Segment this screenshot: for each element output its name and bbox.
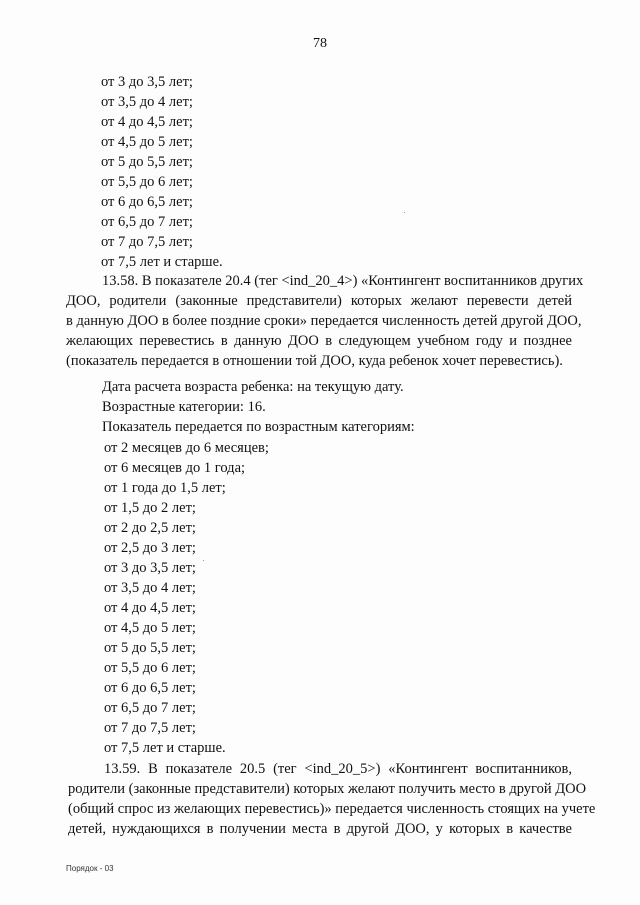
by-categories-line: Показатель передается по возрастным категориям: <box>102 419 415 435</box>
paragraph-line: 13.59. В показателе 20.5 (тег <ind_20_5>) «Контингент воспитанников, <box>104 761 572 777</box>
list-item: от 5 до 5,5 лет; <box>101 154 193 170</box>
list-item: от 1,5 до 2 лет; <box>104 500 196 516</box>
calc-date-line: Дата расчета возраста ребенка: на текущую дату. <box>102 379 404 395</box>
list-item: от 5,5 до 6 лет; <box>104 660 196 676</box>
list-item: от 7 до 7,5 лет; <box>101 234 193 250</box>
list-item: от 3,5 до 4 лет; <box>104 580 196 596</box>
list-item: от 4 до 4,5 лет; <box>104 600 196 616</box>
list-item: от 6 до 6,5 лет; <box>101 194 193 210</box>
list-item: от 6 месяцев до 1 года; <box>104 460 246 476</box>
list-item: от 7,5 лет и старше. <box>104 740 226 756</box>
list-item: от 4 до 4,5 лет; <box>101 114 193 130</box>
paragraph-line: в данную ДОО в более поздние сроки» передается численность детей другой ДОО, <box>66 313 582 329</box>
list-item: от 4,5 до 5 лет; <box>104 620 196 636</box>
list-item: от 5 до 5,5 лет; <box>104 640 196 656</box>
list-item: от 6,5 до 7 лет; <box>104 700 196 716</box>
scan-speck <box>203 560 204 561</box>
list-item: от 2,5 до 3 лет; <box>104 540 196 556</box>
paragraph-line: 13.58. В показателе 20.4 (тег <ind_20_4>) «Контингент воспитанников других <box>102 273 584 289</box>
age-list-continued <box>101 72 223 272</box>
scan-speck <box>404 212 405 213</box>
paragraph-line: (общий спрос из желающих перевестись)» передается численность стоящих на учете <box>68 801 596 817</box>
list-item: от 2 месяцев до 6 месяцев; <box>104 440 269 456</box>
list-item: от 5,5 до 6 лет; <box>101 174 193 190</box>
paragraph-13-58 <box>66 271 584 371</box>
list-item: от 2 до 2,5 лет; <box>104 520 196 536</box>
list-item: от 4,5 до 5 лет; <box>101 134 193 150</box>
footer-label: Порядок - 03 <box>66 864 114 873</box>
age-categories-line: Возрастные категории: 16. <box>102 399 266 415</box>
list-item: от 7,5 лет и старше. <box>101 254 223 270</box>
age-list-13-58 <box>104 438 269 758</box>
list-item: от 7 до 7,5 лет; <box>104 720 196 736</box>
paragraph-line: детей, нуждающихся в получении места в другой ДОО, у которых в качестве <box>68 821 572 837</box>
page-number: 78 <box>313 36 327 51</box>
paragraph-line: (показатель передается в отношении той ДОО, куда ребенок хочет перевестись). <box>66 353 563 369</box>
list-item: от 6,5 до 7 лет; <box>101 214 193 230</box>
paragraph-13-59 <box>68 759 596 839</box>
list-item: от 3 до 3,5 лет; <box>104 560 196 576</box>
list-item: от 1 года до 1,5 лет; <box>104 480 226 496</box>
paragraph-line: родители (законные представители) которых желают получить место в другой ДОО <box>68 781 587 797</box>
paragraph-line: ДОО, родители (законные представители) которых желают перевести детей <box>66 293 572 309</box>
list-item: от 6 до 6,5 лет; <box>104 680 196 696</box>
list-item: от 3,5 до 4 лет; <box>101 94 193 110</box>
paragraph-line: желающих перевестись в данную ДОО в следующем учебном году и позднее <box>66 333 572 349</box>
list-item: от 3 до 3,5 лет; <box>101 74 193 90</box>
